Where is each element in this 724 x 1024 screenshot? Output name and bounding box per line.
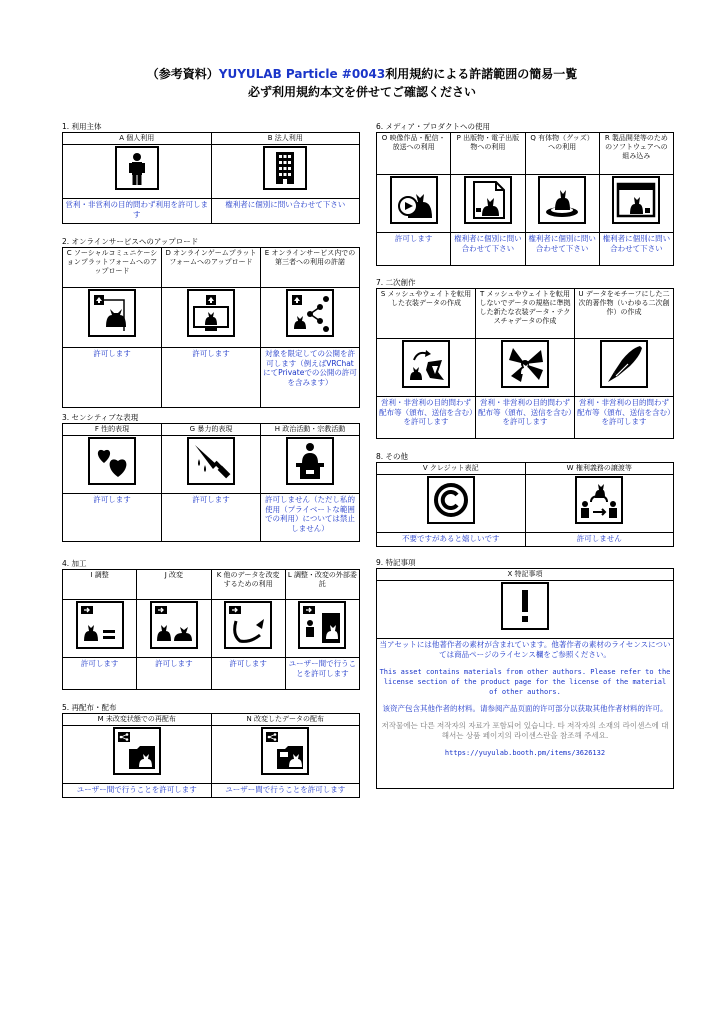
result-text: 権利者に個別に問い合わせて下さい bbox=[525, 233, 599, 266]
license-table bbox=[62, 132, 360, 224]
result-text: 営利・非営利の目的問わず利用を許可します bbox=[63, 199, 212, 224]
result-text: 許可します bbox=[137, 658, 211, 690]
col-label: A 個人利用 bbox=[63, 133, 212, 145]
exclamation-icon bbox=[501, 582, 549, 630]
section-heading: 5. 再配布・配布 bbox=[62, 703, 117, 712]
product-url-link[interactable]: https://yuyulab.booth.pm/items/3626132 bbox=[444, 749, 606, 757]
note-chinese: 该资产包含其他作者的材料。请参阅产品页面的许可部分以获取其他作者材料的许可。 bbox=[382, 704, 668, 713]
upload-game-icon bbox=[187, 289, 235, 337]
result-text: ユーザー間で行うことを許可します bbox=[211, 784, 360, 798]
result-text: 営利・非営利の目的問わず配布等（頒布、送信を含む）を許可します bbox=[476, 397, 575, 439]
office-building-icon bbox=[263, 146, 307, 190]
result-text: 権利者に個別に問い合わせて下さい bbox=[211, 199, 360, 224]
section-sensitive-expression bbox=[62, 413, 360, 542]
use-for-other-data-icon bbox=[224, 601, 272, 649]
col-label: R 製品開発等のためのソフトウェアへの組み込み bbox=[599, 133, 673, 175]
result-text: 不要ですがあると嬉しいです bbox=[377, 533, 526, 547]
result-text: 権利者に個別に問い合わせて下さい bbox=[599, 233, 673, 266]
result-text: 営利・非営利の目的問わず配布等（頒布、送信を含む）を許可します bbox=[575, 397, 674, 439]
publication-icon bbox=[464, 176, 512, 224]
col-label: I 調整 bbox=[63, 570, 137, 600]
note-japanese: 当アセットには他著作者の素材が含まれています。他著作者の素材のライセンスについては商品ページのライセンス欄をご参照ください。 bbox=[379, 640, 671, 659]
note-english: This asset contains materials from other authors. Please refer to the license section of the product page for the license of the material of other authors. bbox=[379, 668, 671, 696]
title-suffix: 利用規約による許諾範囲の簡易一覧 bbox=[385, 67, 578, 81]
col-label: O 映像作品・配信・放送への利用 bbox=[377, 133, 451, 175]
page-title bbox=[0, 66, 724, 83]
result-text: ユーザー間で行うことを許可します bbox=[285, 658, 359, 690]
pen-nib-icon bbox=[600, 340, 648, 388]
person-icon bbox=[115, 146, 159, 190]
section-modification bbox=[62, 559, 360, 690]
col-label: S メッシュやウェイトを転用した衣装データの作成 bbox=[377, 289, 476, 339]
license-table bbox=[62, 713, 360, 798]
hearts-icon bbox=[88, 437, 136, 485]
result-text: 権利者に個別に問い合わせて下さい bbox=[451, 233, 525, 266]
podium-speaker-icon bbox=[286, 437, 334, 485]
title-product-name: YUYULAB Particle #0043 bbox=[218, 67, 386, 81]
software-window-icon bbox=[612, 176, 660, 224]
col-label: G 暴力的表現 bbox=[162, 424, 261, 436]
license-table bbox=[62, 569, 360, 690]
result-text: ユーザー間で行うことを許可します bbox=[63, 784, 212, 798]
section-heading: 4. 加工 bbox=[62, 559, 87, 568]
section-heading: 7. 二次創作 bbox=[376, 278, 416, 287]
section-heading: 3. センシティブな表現 bbox=[62, 413, 139, 422]
col-label: V クレジット表記 bbox=[377, 463, 526, 475]
video-play-icon bbox=[390, 176, 438, 224]
result-text: 許可します bbox=[63, 348, 162, 408]
result-text: 許可します bbox=[377, 233, 451, 266]
section-heading: 2. オンラインサービスへのアップロード bbox=[62, 237, 199, 246]
license-table bbox=[376, 568, 674, 789]
col-label: F 性的表現 bbox=[63, 424, 162, 436]
section-heading: 8. その他 bbox=[376, 452, 409, 461]
col-label: J 改変 bbox=[137, 570, 211, 600]
license-table bbox=[376, 462, 674, 547]
result-text: 許可します bbox=[162, 494, 261, 542]
adjust-equal-icon bbox=[76, 601, 124, 649]
col-label: K 他のデータを改変するための利用 bbox=[211, 570, 285, 600]
result-text: 許可しません bbox=[525, 533, 674, 547]
redistribute-folder-icon bbox=[113, 727, 161, 775]
transfer-rights-icon bbox=[575, 476, 623, 524]
col-label: D オンラインゲームプラットフォームへのアップロード bbox=[162, 248, 261, 288]
col-label: C ソーシャルコミュニケーションプラットフォームへのアップロード bbox=[63, 248, 162, 288]
share-third-party-icon bbox=[286, 289, 334, 337]
new-costume-icon bbox=[501, 340, 549, 388]
license-table bbox=[376, 132, 674, 266]
result-text: 営利・非営利の目的問わず配布等（頒布、送信を含む）を許可します bbox=[377, 397, 476, 439]
col-label: W 権利義務の譲渡等 bbox=[525, 463, 674, 475]
section-derivative-works bbox=[376, 278, 674, 439]
license-table bbox=[62, 423, 360, 542]
col-label: X 特記事項 bbox=[377, 569, 674, 581]
result-text: 許可します bbox=[63, 658, 137, 690]
col-label: P 出版物・電子出版物への利用 bbox=[451, 133, 525, 175]
title-prefix: （参考資料） bbox=[146, 67, 219, 81]
section-heading: 1. 利用主体 bbox=[62, 122, 102, 131]
mesh-transfer-icon bbox=[402, 340, 450, 388]
page-subtitle: 必ず利用規約本文を併せてご確認ください bbox=[247, 85, 476, 99]
goods-figure-icon bbox=[538, 176, 586, 224]
result-text: 許可します bbox=[211, 658, 285, 690]
col-label: T メッシュやウェイトを転用しないでデータの規格に準拠した新たな衣装データ・テクスチャデータの作成 bbox=[476, 289, 575, 339]
section-online-upload bbox=[62, 237, 360, 408]
col-label: B 法人利用 bbox=[211, 133, 360, 145]
col-label: M 未改変状態での再配布 bbox=[63, 714, 212, 726]
result-text: 対象を限定しての公開を許可します（例えばVRChatにてPrivateでの公開の許可を含みます） bbox=[261, 348, 360, 408]
result-text: 許可しません（ただし私的使用（プライベートな範囲での利用）については禁止しません） bbox=[261, 494, 360, 542]
special-notes-text bbox=[377, 639, 674, 789]
section-redistribution bbox=[62, 703, 360, 798]
result-text: 許可します bbox=[63, 494, 162, 542]
section-media-product bbox=[376, 122, 674, 266]
result-text: 許可します bbox=[162, 348, 261, 408]
col-label: N 改変したデータの配布 bbox=[211, 714, 360, 726]
note-korean: 저작물에는 다른 저작자의 자료가 포함되어 있습니다. 타 저작자의 소재의 라이센스에 대해서는 상품 페이지의 라이센스란을 참조해 주세요. bbox=[381, 721, 669, 740]
copyright-icon bbox=[427, 476, 475, 524]
license-table bbox=[376, 288, 674, 439]
distribute-modified-icon bbox=[261, 727, 309, 775]
upload-social-icon bbox=[88, 289, 136, 337]
col-label: H 政治活動・宗教活動 bbox=[261, 424, 360, 436]
col-label: U データをモチーフにした二次的著作物（いわゆる二次創作）の作成 bbox=[575, 289, 674, 339]
section-usage-subject bbox=[62, 122, 360, 224]
license-table bbox=[62, 247, 360, 408]
modify-icon bbox=[150, 601, 198, 649]
section-special-notes bbox=[376, 558, 674, 789]
bloody-knife-icon bbox=[187, 437, 235, 485]
section-other bbox=[376, 452, 674, 547]
col-label: L 調整・改変の外部委託 bbox=[285, 570, 359, 600]
section-heading: 9. 特記事項 bbox=[376, 558, 416, 567]
outsource-icon bbox=[298, 601, 346, 649]
col-label: E オンラインサービス内での第三者への利用の許諾 bbox=[261, 248, 360, 288]
section-heading: 6. メディア・プロダクトへの使用 bbox=[376, 122, 490, 131]
col-label: Q 有体物（グッズ）への利用 bbox=[525, 133, 599, 175]
